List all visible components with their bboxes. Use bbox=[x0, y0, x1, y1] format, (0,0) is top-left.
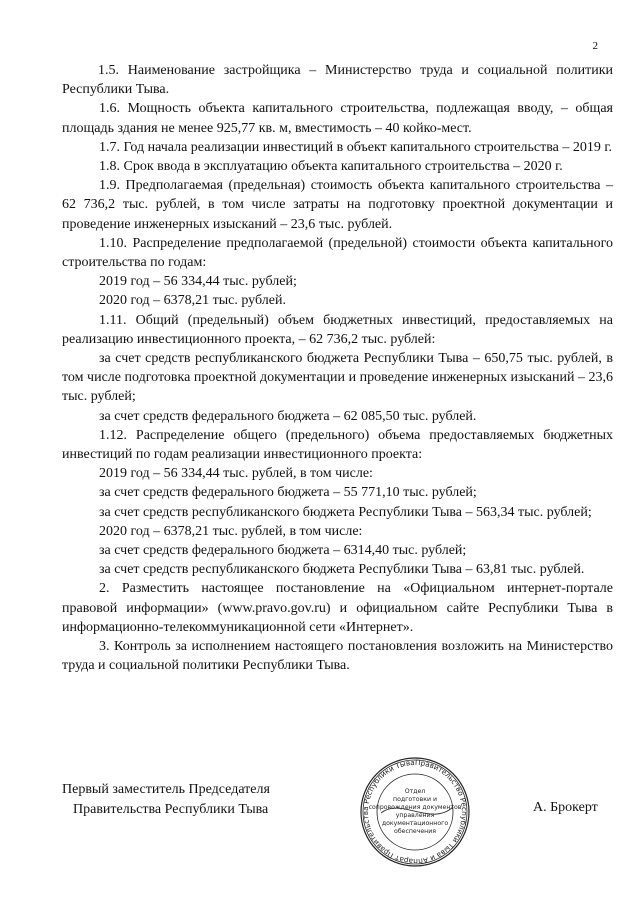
paragraph-2020-total: 2020 год – 6378,21 тыс. рублей, в том числе: bbox=[99, 523, 363, 539]
paragraph-3-control: 3. Контроль за исполнением настоящего постановления возложить на Министерство труда и социальной политики Республики Тыва. bbox=[62, 639, 613, 674]
paragraph-1-5: 1.5. Наименование застройщика – Министерство труда и социальной политики Республики Тыва. bbox=[62, 63, 613, 98]
stamp-seal-icon bbox=[341, 757, 489, 867]
page-number: 2 bbox=[592, 40, 598, 52]
paragraph-year-2020: 2020 год – 6378,21 тыс. рублей. bbox=[99, 293, 286, 309]
paragraph-regional-budget: за счет средств республиканского бюджета Республики Тыва – 650,75 тыс. рублей, в том числе подготовка проектной документации и проведение инженерных изысканий – 23,6 тыс. рублей; bbox=[62, 351, 613, 405]
paragraph-1-12: 1.12. Распределение общего (предельного) объема предоставляемых бюджетных инвестиций по годам реализации инвестиционного проекта: bbox=[62, 427, 613, 463]
signatory-position-line1: Первый заместитель Председателя bbox=[62, 782, 270, 797]
stamp-line-5: документационного bbox=[381, 820, 449, 827]
paragraph-2020-federal: за счет средств федерального бюджета – 6314,40 тыс. рублей; bbox=[99, 543, 467, 559]
paragraph-1-9: 1.9. Предполагаемая (предельная) стоимость объекта капитального строительства – 62 736,2 тыс. рублей, в том числе затраты на подготовку проектной документации и проведение инженерных изысканий – 23,6 тыс. рублей. bbox=[62, 178, 613, 232]
paragraph-federal-budget: за счет средств федерального бюджета – 62 085,50 тыс. рублей. bbox=[99, 408, 477, 424]
stamp-line-4: управления bbox=[395, 812, 435, 819]
paragraph-2019-regional: за счет средств республиканского бюджета Республики Тыва – 563,34 тыс. рублей; bbox=[99, 504, 592, 520]
document-body bbox=[62, 61, 613, 676]
official-stamp bbox=[341, 757, 489, 867]
paragraph-1-7: 1.7. Год начала реализации инвестиций в объект капитального строительства – 2019 г. bbox=[99, 139, 612, 155]
paragraph-1-8: 1.8. Срок ввода в эксплуатацию объекта капитального строительства – 2020 г. bbox=[99, 159, 563, 175]
stamp-line-3: сопровождения документов bbox=[368, 804, 462, 811]
paragraph-2019-total: 2019 год – 56 334,44 тыс. рублей, в том числе: bbox=[99, 466, 373, 482]
paragraph-2019-federal: за счет средств федерального бюджета – 55 771,10 тыс. рублей; bbox=[99, 485, 477, 501]
signatory-position-line2: Правительства Республики Тыва bbox=[73, 802, 269, 817]
stamp-line-2: подготовки и bbox=[393, 796, 437, 803]
paragraph-year-2019: 2019 год – 56 334,44 тыс. рублей; bbox=[99, 274, 297, 290]
signatory-position bbox=[62, 780, 270, 820]
paragraph-1-11: 1.11. Общий (предельный) объем бюджетных инвестиций, предоставляемых на реализацию инвестиционного проекта, – 62 736,2 тыс. рублей: bbox=[62, 312, 613, 347]
signatory-name: А. Брокерт bbox=[533, 800, 598, 815]
paragraph-2020-regional: за счет средств республиканского бюджета Республики Тыва – 63,81 тыс. рублей. bbox=[99, 562, 585, 578]
stamp-line-1: Отдел bbox=[404, 788, 426, 795]
paragraph-2-publication: 2. Разместить настоящее постановление на «Официальном интернет-портале правовой информации» (www.pravo.gov.ru) и официальном сайте Республики Тыва в информационно-телекоммуникационной сети «Интернет». bbox=[62, 581, 613, 635]
stamp-line-6: обеспечения bbox=[394, 828, 436, 835]
paragraph-1-6: 1.6. Мощность объекта капитального строительства, подлежащая вводу, – общая площадь здания не менее 925,77 кв. м, вместимость – 40 койко-мест. bbox=[62, 101, 613, 136]
paragraph-1-10: 1.10. Распределение предполагаемой (предельной) стоимости объекта капитального строительства по годам: bbox=[62, 235, 613, 271]
stamp-ring-text: Правительство Республики Тыва и Аппарат Правительства Республики Тыва bbox=[360, 757, 469, 867]
